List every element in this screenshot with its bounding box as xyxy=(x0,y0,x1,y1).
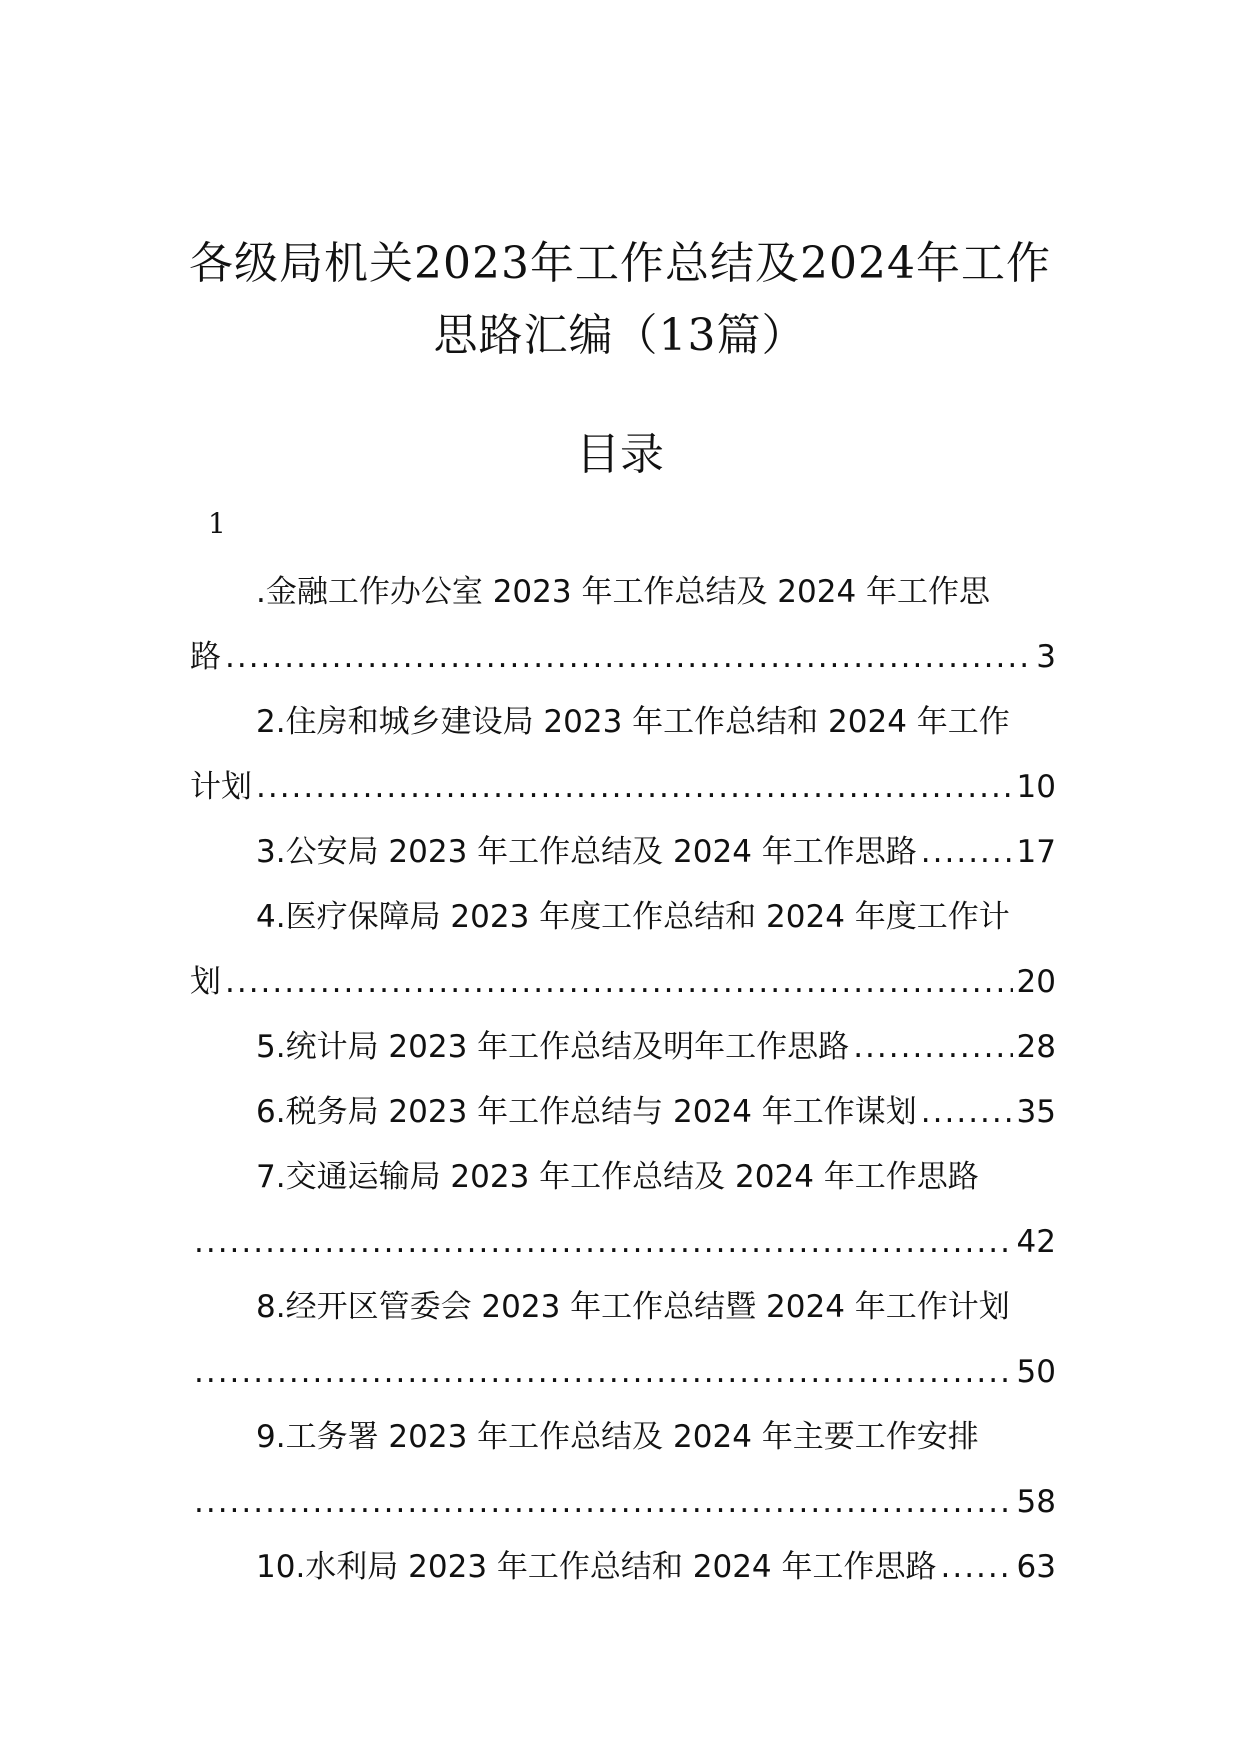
dot-leader xyxy=(941,1535,1013,1600)
toc-entry-title: 2.住房和城乡建设局 2023 年工作总结和 2024 年工作 xyxy=(256,704,1010,740)
title-text: 年工作总结及 xyxy=(530,238,800,289)
toc-page-number: 3 xyxy=(1036,639,1056,675)
toc-page-number: 20 xyxy=(1016,964,1056,1000)
title-line-2 xyxy=(150,300,1090,372)
dot-leader xyxy=(225,950,1013,1015)
dot-leader xyxy=(194,1210,1013,1275)
dot-leader xyxy=(921,820,1013,885)
toc-entry-4[interactable] xyxy=(190,885,1056,1015)
title-year-2023: 2023 xyxy=(414,238,530,289)
table-of-contents xyxy=(190,560,1056,1600)
toc-page-number: 63 xyxy=(1016,1549,1056,1585)
toc-page-number: 28 xyxy=(1016,1029,1056,1065)
dot-leader xyxy=(921,1080,1013,1145)
toc-entry-title: 6.税务局 2023 年工作总结与 2024 年工作谋划 xyxy=(256,1094,917,1130)
toc-entry-title: 8.经开区管委会 2023 年工作总结暨 2024 年工作计划 xyxy=(256,1289,1010,1325)
dot-leader xyxy=(853,1015,1012,1080)
toc-entry-1[interactable] xyxy=(190,560,1056,690)
title-text: 篇） xyxy=(716,310,807,361)
toc-entry-title: 9.工务署 2023 年工作总结及 2024 年主要工作安排 xyxy=(256,1419,979,1455)
toc-page-number: 10 xyxy=(1016,769,1056,805)
stray-number: 1 xyxy=(208,507,226,540)
toc-entry-title-cont: 划 xyxy=(190,964,221,1000)
toc-entry-8[interactable] xyxy=(190,1275,1056,1405)
title-line-1 xyxy=(150,228,1090,300)
toc-entry-title: 7.交通运输局 2023 年工作总结及 2024 年工作思路 xyxy=(256,1159,979,1195)
toc-page-number: 42 xyxy=(1016,1224,1056,1260)
toc-entry-7[interactable] xyxy=(190,1145,1056,1275)
toc-entry-title: .金融工作办公室 2023 年工作总结及 2024 年工作思 xyxy=(256,574,991,610)
dot-leader xyxy=(194,1470,1013,1535)
toc-entry-9[interactable] xyxy=(190,1405,1056,1535)
toc-entry-5[interactable] xyxy=(190,1015,1056,1080)
toc-entry-title: 5.统计局 2023 年工作总结及明年工作思路 xyxy=(256,1029,850,1065)
title-text: 思路汇编（ xyxy=(433,310,659,361)
title-text: 年工作 xyxy=(915,238,1051,289)
toc-entry-title-cont: 路 xyxy=(190,639,221,675)
toc-entry-10[interactable] xyxy=(190,1535,1056,1600)
toc-entry-title: 3.公安局 2023 年工作总结及 2024 年工作思路 xyxy=(256,834,917,870)
toc-entry-2[interactable] xyxy=(190,690,1056,820)
toc-page-number: 17 xyxy=(1016,834,1056,870)
title-text: 各级局机关 xyxy=(189,238,415,289)
toc-page-number: 50 xyxy=(1016,1354,1056,1390)
toc-page-number: 35 xyxy=(1016,1094,1056,1130)
document-title xyxy=(150,228,1090,372)
title-year-2024: 2024 xyxy=(800,238,916,289)
toc-page-number: 58 xyxy=(1016,1484,1056,1520)
dot-leader xyxy=(225,625,1032,690)
dot-leader xyxy=(194,1340,1013,1405)
dot-leader xyxy=(256,755,1013,820)
toc-entry-6[interactable] xyxy=(190,1080,1056,1145)
toc-entry-title: 10.水利局 2023 年工作总结和 2024 年工作思路 xyxy=(256,1549,937,1585)
toc-entry-3[interactable] xyxy=(190,820,1056,885)
toc-heading: 目录 xyxy=(576,429,664,480)
toc-entry-title-cont: 计划 xyxy=(190,769,252,805)
toc-entry-title: 4.医疗保障局 2023 年度工作总结和 2024 年度工作计 xyxy=(256,899,1010,935)
title-count: 13 xyxy=(658,310,717,361)
